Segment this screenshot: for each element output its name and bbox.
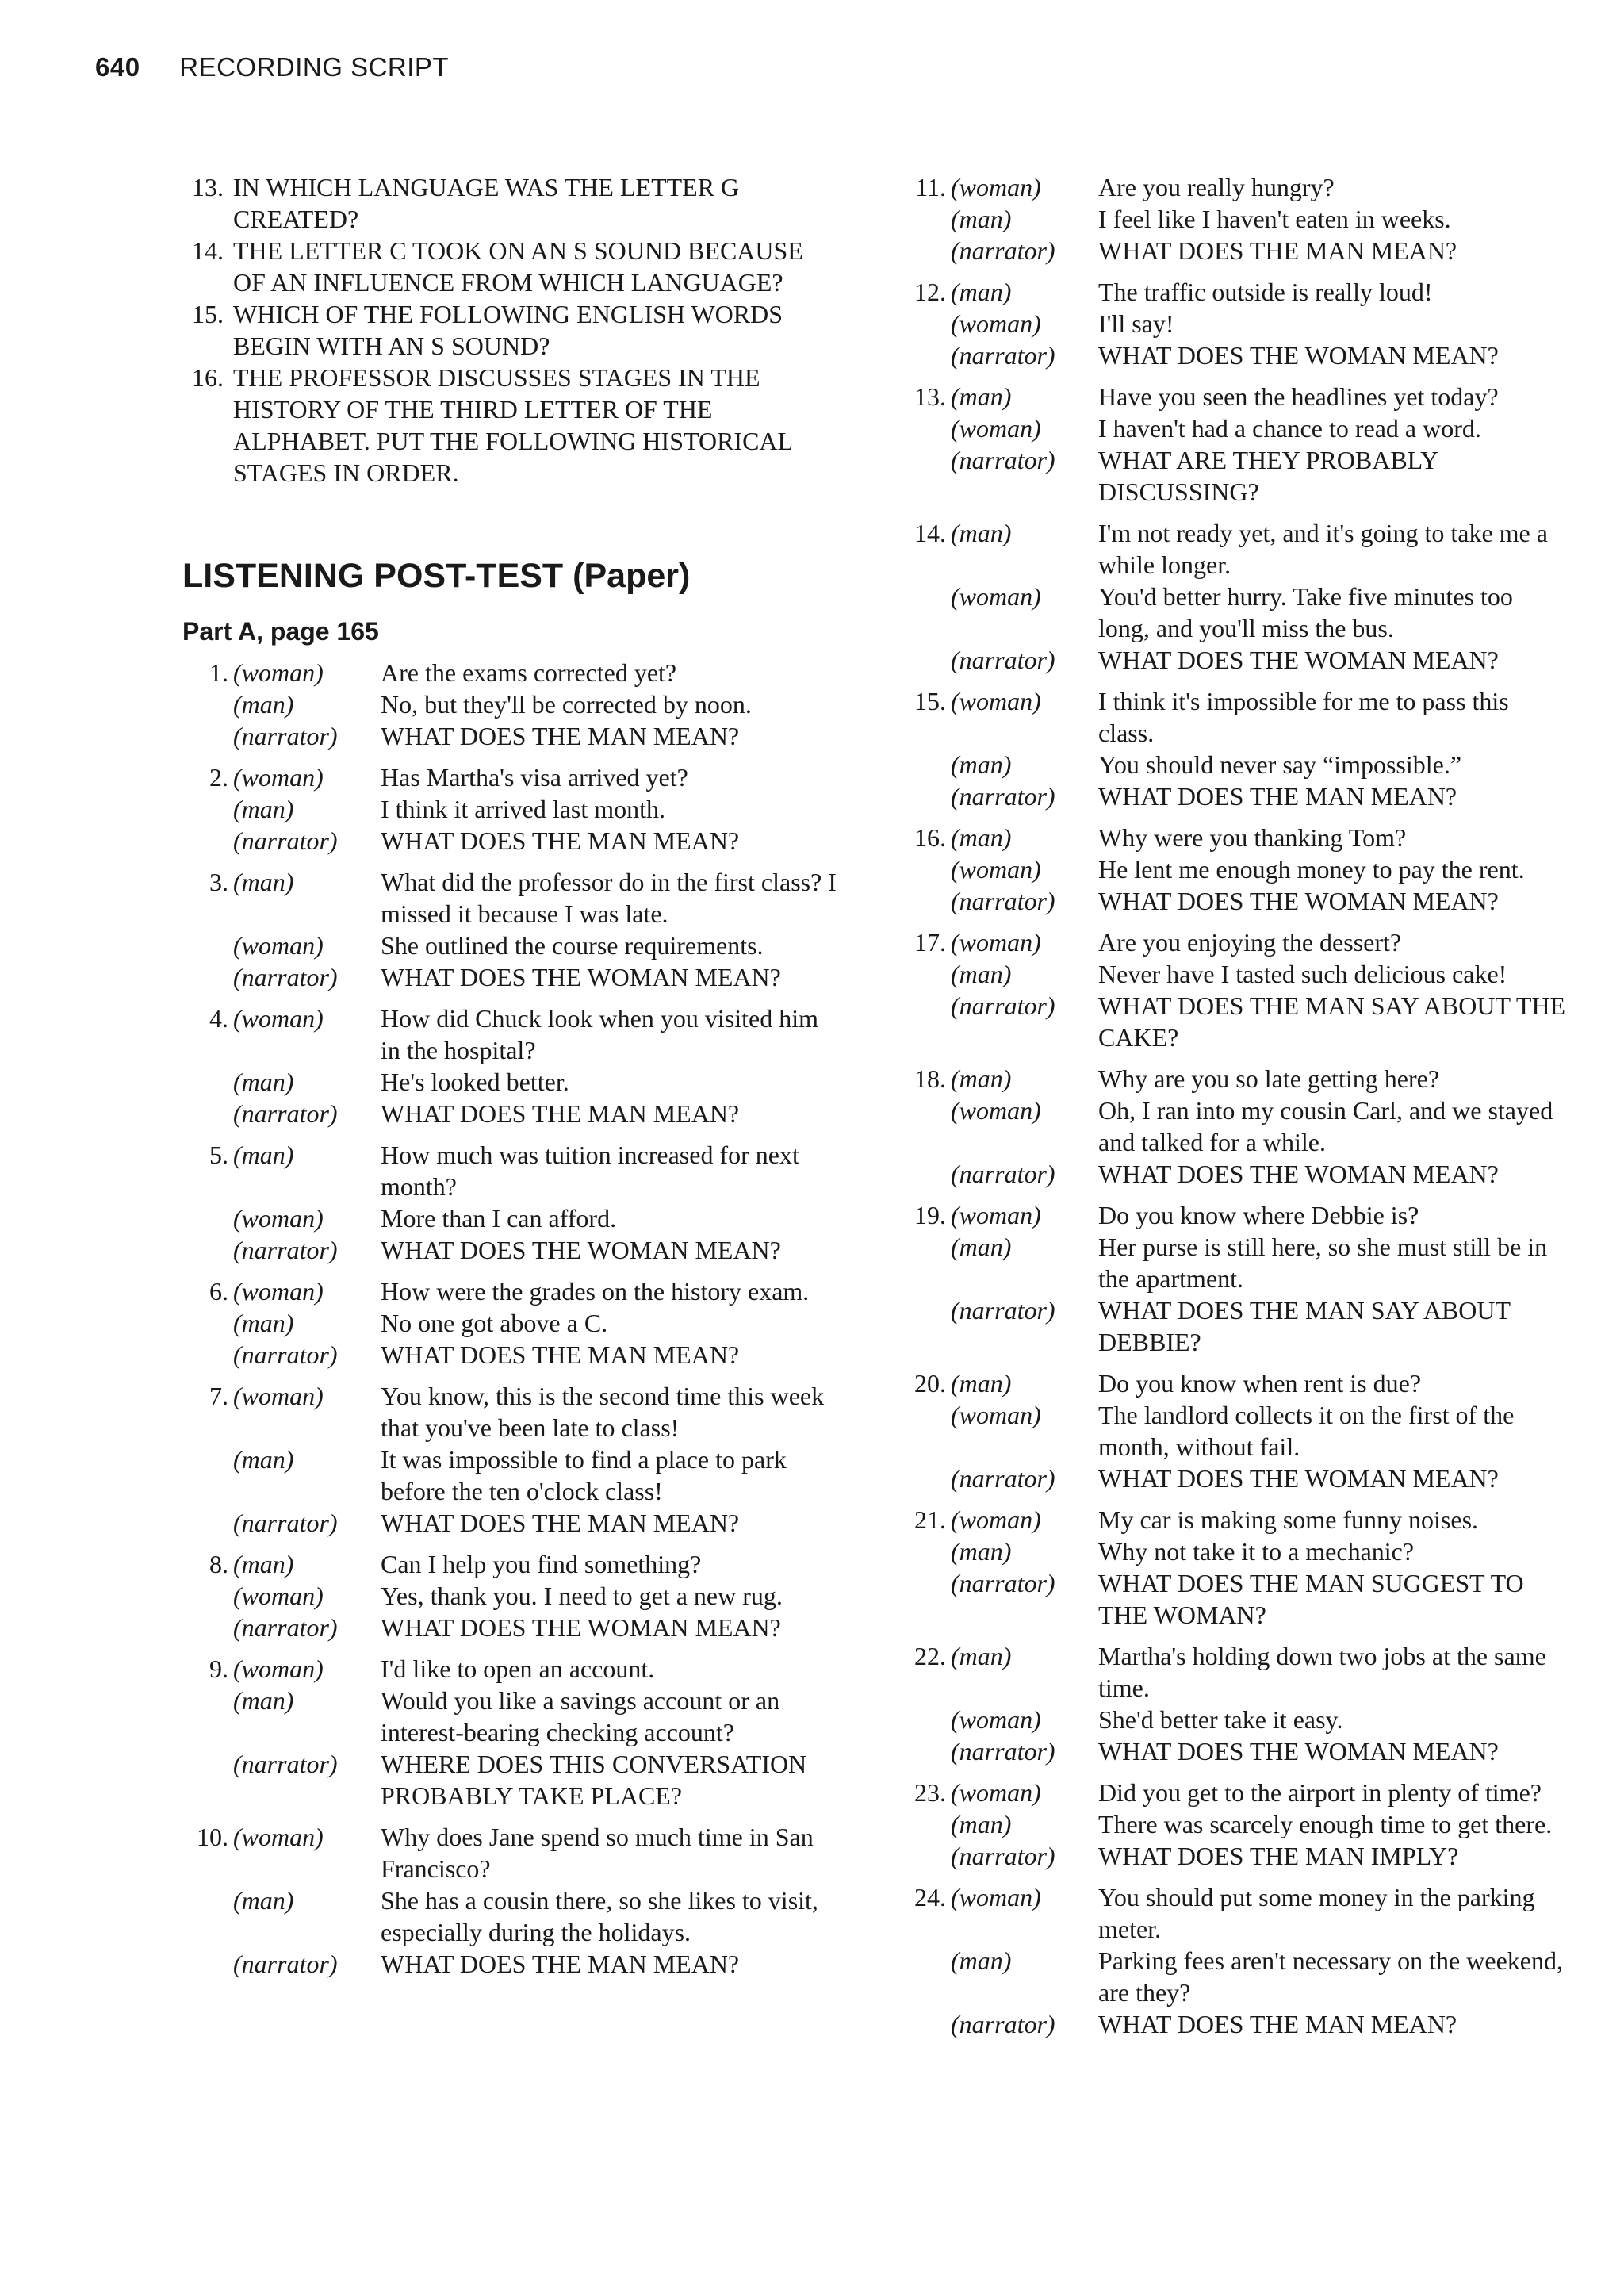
transcript-item	[900, 1504, 1566, 1631]
item-number-spacer	[182, 1444, 233, 1507]
dialogue-text: WHERE DOES THIS CONVERSATION PROBABLY TAKE PLACE?	[381, 1750, 807, 1810]
speaker-label: (man)	[951, 960, 1012, 988]
speaker-label: (man)	[233, 1686, 294, 1715]
speaker-label: (narrator)	[233, 722, 338, 750]
item-number-spacer	[182, 930, 233, 961]
dialogue-text: Have you seen the headlines yet today?	[1098, 382, 1499, 411]
item-number-spacer	[900, 308, 951, 339]
dialogue-text: More than I can afford.	[381, 1204, 617, 1233]
speaker-label: (woman)	[951, 687, 1041, 715]
dialogue-text: WHAT DOES THE MAN SAY ABOUT DEBBIE?	[1098, 1296, 1511, 1356]
item-number: 23.	[914, 1778, 946, 1807]
dialogue-text: She outlined the course requirements.	[381, 931, 764, 960]
speaker-label: (man)	[951, 278, 1012, 306]
item-number-spacer	[900, 2008, 951, 2040]
dialogue-text: No one got above a C.	[381, 1309, 608, 1337]
dialogue-text: WHAT DOES THE MAN MEAN?	[381, 1509, 740, 1537]
dialogue-text: WHAT DOES THE WOMAN MEAN?	[381, 1613, 781, 1642]
speaker-label: (woman)	[233, 1382, 324, 1410]
transcript-item	[900, 1881, 1566, 2040]
dialogue-text: WHAT DOES THE MAN MEAN?	[1098, 2010, 1457, 2038]
item-number-spacer	[900, 644, 951, 676]
item-number: 5.	[209, 1141, 228, 1169]
transcript-item	[900, 1199, 1566, 1358]
speaker-label: (woman)	[233, 931, 324, 960]
item-number-spacer	[900, 780, 951, 812]
dialogue-text: Can I help you find something?	[381, 1550, 702, 1578]
item-number-spacer	[182, 1307, 233, 1339]
speaker-label: (woman)	[233, 763, 324, 792]
speaker-label: (woman)	[951, 928, 1041, 957]
speaker-label: (man)	[951, 1064, 1012, 1093]
item-number-spacer	[182, 825, 233, 857]
transcript-item	[900, 685, 1566, 812]
item-number: 7.	[209, 1382, 228, 1410]
item-number-spacer	[182, 1748, 233, 1812]
speaker-label: (woman)	[951, 1201, 1041, 1229]
dialogue-text: I think it's impossible for me to pass this class.	[1098, 687, 1509, 747]
item-number-spacer	[182, 1202, 233, 1234]
item-number-spacer	[900, 339, 951, 371]
speaker-label: (man)	[233, 1141, 294, 1169]
dialogue-text: Why are you so late getting here?	[1098, 1064, 1440, 1093]
item-number-spacer	[182, 720, 233, 752]
dialogue-text: The traffic outside is really loud!	[1098, 278, 1433, 306]
section-title: LISTENING POST-TEST (Paper)	[182, 557, 691, 595]
speaker-label: (man)	[951, 1642, 1012, 1670]
dialogue-text: Why not take it to a mechanic?	[1098, 1537, 1415, 1566]
item-number-spacer	[900, 958, 951, 990]
speaker-label: (man)	[951, 519, 1012, 547]
speaker-label: (narrator)	[951, 1296, 1055, 1325]
dialogue-text: Yes, thank you. I need to get a new rug.	[381, 1582, 783, 1610]
speaker-label: (woman)	[233, 658, 324, 687]
dialogue-text: WHAT DOES THE MAN MEAN?	[1098, 236, 1457, 265]
item-number-spacer	[900, 1231, 951, 1294]
item-number: 4.	[209, 1004, 228, 1033]
item-number: 19.	[914, 1201, 946, 1229]
transcript-item	[900, 822, 1566, 917]
speaker-label: (narrator)	[233, 963, 338, 991]
left-transcript-list	[182, 657, 841, 1980]
item-number-spacer	[182, 793, 233, 825]
item-number-spacer	[900, 412, 951, 444]
dialogue-text: You'd better hurry. Take five minutes too long, and you'll miss the bus.	[1098, 582, 1513, 642]
transcript-item	[182, 657, 841, 752]
dialogue-text: WHAT DOES THE WOMAN MEAN?	[381, 1236, 781, 1264]
transcript-item	[900, 1063, 1566, 1190]
item-number-spacer	[900, 853, 951, 885]
item-number-spacer	[900, 749, 951, 780]
dialogue-text: What did the professor do in the first class? I missed it because I was late.	[381, 868, 837, 928]
intro-question: 13. IN WHICH LANGUAGE WAS THE LETTER G CREATED?	[192, 173, 740, 233]
item-number: 12.	[914, 278, 946, 306]
item-number: 24.	[914, 1883, 946, 1911]
speaker-label: (man)	[951, 1537, 1012, 1566]
dialogue-text: You should put some money in the parking meter.	[1098, 1883, 1535, 1943]
item-number: 2.	[209, 763, 228, 792]
dialogue-text: How much was tuition increased for next month?	[381, 1141, 799, 1201]
item-number-spacer	[182, 1612, 233, 1643]
transcript-item	[182, 1548, 841, 1643]
dialogue-text: WHAT DOES THE MAN MEAN?	[381, 826, 740, 855]
dialogue-text: WHAT DOES THE MAN MEAN?	[381, 1099, 740, 1128]
speaker-label: (narrator)	[951, 1569, 1055, 1597]
speaker-label: (woman)	[951, 1096, 1041, 1125]
speaker-label: (narrator)	[951, 446, 1055, 474]
dialogue-text: WHAT DOES THE WOMAN MEAN?	[1098, 646, 1499, 674]
item-number: 16.	[914, 823, 946, 852]
dialogue-text: Never have I tasted such delicious cake!	[1098, 960, 1507, 988]
dialogue-text: WHAT DOES THE WOMAN MEAN?	[381, 963, 781, 991]
part-title: Part A, page 165	[182, 617, 379, 646]
running-title: RECORDING SCRIPT	[179, 52, 450, 82]
item-number-spacer	[182, 1098, 233, 1129]
dialogue-text: WHAT DOES THE MAN MEAN?	[381, 1340, 740, 1369]
dialogue-text: Are you really hungry?	[1098, 173, 1335, 201]
dialogue-text: He's looked better.	[381, 1068, 569, 1096]
page-number: 640	[95, 52, 140, 82]
transcript-item	[900, 381, 1566, 508]
transcript-item	[182, 866, 841, 993]
dialogue-text: I feel like I haven't eaten in weeks.	[1098, 205, 1451, 233]
dialogue-text: WHAT DOES THE WOMAN MEAN?	[1098, 1160, 1499, 1188]
speaker-label: (man)	[951, 205, 1012, 233]
speaker-label: (woman)	[951, 1705, 1041, 1734]
intro-question-list	[182, 171, 841, 489]
item-number: 20.	[914, 1369, 946, 1398]
dialogue-text: WHAT DOES THE WOMAN MEAN?	[1098, 1737, 1499, 1766]
item-number-spacer	[182, 1948, 233, 1980]
dialogue-text: Parking fees aren't necessary on the weekend, are they?	[1098, 1946, 1563, 2007]
speaker-label: (woman)	[951, 582, 1041, 611]
item-number-spacer	[900, 1399, 951, 1463]
transcript-item	[182, 1821, 841, 1980]
item-number-spacer	[900, 1945, 951, 2008]
speaker-label: (woman)	[951, 1883, 1041, 1911]
item-number-spacer	[900, 1808, 951, 1840]
speaker-label: (narrator)	[951, 887, 1055, 915]
page-header	[95, 52, 449, 82]
dialogue-text: Her purse is still here, so she must still be in the apartment.	[1098, 1233, 1548, 1293]
speaker-label: (man)	[233, 1886, 294, 1915]
speaker-label: (narrator)	[951, 991, 1055, 1020]
item-number: 14.	[914, 519, 946, 547]
item-number: 15.	[914, 687, 946, 715]
speaker-label: (man)	[233, 1445, 294, 1474]
dialogue-text: Are you enjoying the dessert?	[1098, 928, 1402, 957]
dialogue-text: The landlord collects it on the first of the month, without fail.	[1098, 1401, 1515, 1461]
speaker-label: (man)	[951, 1369, 1012, 1398]
item-number-spacer	[182, 1066, 233, 1098]
item-number-spacer	[900, 1840, 951, 1872]
transcript-item	[900, 1640, 1566, 1767]
speaker-label: (narrator)	[951, 1160, 1055, 1188]
item-number-spacer	[900, 1463, 951, 1494]
item-number-spacer	[900, 1095, 951, 1158]
dialogue-text: How were the grades on the history exam.	[381, 1277, 810, 1306]
speaker-label: (narrator)	[951, 236, 1055, 265]
dialogue-text: WHAT DOES THE WOMAN MEAN?	[1098, 1464, 1499, 1493]
item-number-spacer	[182, 1685, 233, 1748]
item-number-spacer	[900, 1158, 951, 1190]
transcript-item	[182, 761, 841, 857]
item-number-spacer	[182, 1580, 233, 1612]
item-number: 8.	[209, 1550, 228, 1578]
dialogue-text: I haven't had a chance to read a word.	[1098, 414, 1481, 443]
dialogue-text: Oh, I ran into my cousin Carl, and we stayed and talked for a while.	[1098, 1096, 1553, 1156]
item-number-spacer	[900, 581, 951, 644]
speaker-label: (man)	[951, 750, 1012, 779]
dialogue-text: It was impossible to find a place to park before the ten o'clock class!	[381, 1445, 787, 1505]
speaker-label: (man)	[233, 795, 294, 823]
speaker-label: (narrator)	[233, 1236, 338, 1264]
speaker-label: (narrator)	[951, 341, 1055, 370]
dialogue-text: WHAT DOES THE MAN MEAN?	[1098, 782, 1457, 811]
dialogue-text: I'm not ready yet, and it's going to take me a while longer.	[1098, 519, 1548, 579]
dialogue-text: WHAT ARE THEY PROBABLY DISCUSSING?	[1098, 446, 1438, 506]
item-number-spacer	[900, 1704, 951, 1735]
item-number-spacer	[182, 1234, 233, 1266]
speaker-label: (woman)	[951, 1778, 1041, 1807]
item-number: 18.	[914, 1064, 946, 1093]
dialogue-text: WHAT DOES THE MAN SUGGEST TO THE WOMAN?	[1098, 1569, 1524, 1629]
transcript-item	[900, 517, 1566, 676]
dialogue-text: Do you know where Debbie is?	[1098, 1201, 1419, 1229]
speaker-label: (man)	[233, 868, 294, 896]
speaker-label: (narrator)	[233, 1750, 338, 1778]
dialogue-text: No, but they'll be corrected by noon.	[381, 690, 752, 719]
speaker-label: (woman)	[951, 855, 1041, 884]
item-number-spacer	[900, 235, 951, 266]
transcript-item	[900, 276, 1566, 371]
right-transcript-list	[900, 171, 1566, 2040]
transcript-item	[182, 1139, 841, 1266]
item-number: 10.	[197, 1823, 228, 1851]
transcript-item	[900, 926, 1566, 1053]
speaker-label: (man)	[951, 1233, 1012, 1261]
dialogue-text: You should never say “impossible.”	[1098, 750, 1462, 779]
dialogue-text: My car is making some funny noises.	[1098, 1505, 1479, 1534]
speaker-label: (woman)	[951, 1401, 1041, 1429]
item-number-spacer	[900, 1735, 951, 1767]
dialogue-text: Why were you thanking Tom?	[1098, 823, 1407, 852]
left-column	[182, 171, 841, 1989]
dialogue-text: She'd better take it easy.	[1098, 1705, 1343, 1734]
speaker-label: (woman)	[233, 1582, 324, 1610]
item-number: 17.	[914, 928, 946, 957]
item-number-spacer	[900, 885, 951, 917]
item-number: 13.	[914, 382, 946, 411]
dialogue-text: Do you know when rent is due?	[1098, 1369, 1422, 1398]
item-number: 9.	[209, 1654, 228, 1683]
speaker-label: (narrator)	[951, 2010, 1055, 2038]
dialogue-text: Martha's holding down two jobs at the same time.	[1098, 1642, 1546, 1702]
dialogue-text: I think it arrived last month.	[381, 795, 666, 823]
speaker-label: (narrator)	[233, 826, 338, 855]
dialogue-text: He lent me enough money to pay the rent.	[1098, 855, 1525, 884]
speaker-label: (narrator)	[951, 646, 1055, 674]
dialogue-text: Did you get to the airport in plenty of time?	[1098, 1778, 1542, 1807]
item-number: 21.	[914, 1505, 946, 1534]
item-number: 11.	[915, 173, 946, 201]
transcript-item	[182, 1003, 841, 1129]
speaker-label: (narrator)	[951, 782, 1055, 811]
speaker-label: (narrator)	[233, 1613, 338, 1642]
item-number-spacer	[900, 1567, 951, 1631]
speaker-label: (woman)	[951, 414, 1041, 443]
speaker-label: (woman)	[951, 1505, 1041, 1534]
speaker-label: (narrator)	[233, 1950, 338, 1978]
item-number: 3.	[209, 868, 228, 896]
item-number-spacer	[900, 444, 951, 508]
speaker-label: (man)	[951, 823, 1012, 852]
speaker-label: (man)	[233, 1550, 294, 1578]
speaker-label: (narrator)	[233, 1340, 338, 1369]
transcript-item	[900, 1367, 1566, 1494]
transcript-item	[182, 1380, 841, 1539]
speaker-label: (man)	[233, 1309, 294, 1337]
item-number: 1.	[209, 658, 228, 687]
speaker-label: (narrator)	[951, 1464, 1055, 1493]
transcript-item	[900, 171, 1566, 266]
dialogue-text: How did Chuck look when you visited him in the hospital?	[381, 1004, 818, 1064]
speaker-label: (woman)	[233, 1654, 324, 1683]
speaker-label: (man)	[951, 382, 1012, 411]
speaker-label: (woman)	[233, 1204, 324, 1233]
item-number-spacer	[182, 1507, 233, 1539]
item-number-spacer	[900, 203, 951, 235]
speaker-label: (man)	[951, 1810, 1012, 1838]
item-number-spacer	[182, 1884, 233, 1948]
dialogue-text: I'll say!	[1098, 309, 1174, 338]
speaker-label: (man)	[951, 1946, 1012, 1975]
dialogue-text: WHAT DOES THE MAN MEAN?	[381, 1950, 740, 1978]
dialogue-text: Why does Jane spend so much time in San Francisco?	[381, 1823, 814, 1883]
item-number: 6.	[209, 1277, 228, 1306]
speaker-label: (woman)	[233, 1277, 324, 1306]
transcript-item	[182, 1653, 841, 1812]
dialogue-text: Has Martha's visa arrived yet?	[381, 763, 688, 792]
speaker-label: (man)	[233, 1068, 294, 1096]
speaker-label: (woman)	[233, 1004, 324, 1033]
intro-question: 16. THE PROFESSOR DISCUSSES STAGES IN THE HISTORY OF THE THIRD LETTER OF THE ALPHABET. PUT THE FOLLOWING HISTORICAL STAGES IN ORDER.	[192, 363, 792, 487]
right-column	[900, 171, 1566, 2049]
item-number-spacer	[182, 1339, 233, 1371]
dialogue-text: Would you like a savings account or an interest-bearing checking account?	[381, 1686, 780, 1746]
item-number-spacer	[900, 1536, 951, 1567]
dialogue-text: There was scarcely enough time to get there.	[1098, 1810, 1553, 1838]
dialogue-text: WHAT DOES THE MAN MEAN?	[381, 722, 740, 750]
intro-question: 15. WHICH OF THE FOLLOWING ENGLISH WORDS BEGIN WITH AN S SOUND?	[192, 300, 783, 360]
item-number: 22.	[914, 1642, 946, 1670]
speaker-label: (woman)	[233, 1823, 324, 1851]
dialogue-text: She has a cousin there, so she likes to visit, especially during the holidays.	[381, 1886, 818, 1946]
dialogue-text: WHAT DOES THE MAN SAY ABOUT THE CAKE?	[1098, 991, 1566, 1052]
item-number-spacer	[182, 688, 233, 720]
speaker-label: (narrator)	[951, 1842, 1055, 1870]
dialogue-text: WHAT DOES THE WOMAN MEAN?	[1098, 887, 1499, 915]
dialogue-text: WHAT DOES THE MAN IMPLY?	[1098, 1842, 1459, 1870]
speaker-label: (narrator)	[951, 1737, 1055, 1766]
item-number-spacer	[182, 961, 233, 993]
dialogue-text: You know, this is the second time this week that you've been late to class!	[381, 1382, 825, 1442]
speaker-label: (narrator)	[233, 1099, 338, 1128]
dialogue-text: I'd like to open an account.	[381, 1654, 655, 1683]
speaker-label: (woman)	[951, 309, 1041, 338]
item-number-spacer	[900, 990, 951, 1053]
transcript-item	[900, 1777, 1566, 1872]
item-number-spacer	[900, 1294, 951, 1358]
dialogue-text: Are the exams corrected yet?	[381, 658, 677, 687]
intro-question: 14. THE LETTER C TOOK ON AN S SOUND BECAUSE OF AN INFLUENCE FROM WHICH LANGUAGE?	[192, 236, 803, 297]
speaker-label: (woman)	[951, 173, 1041, 201]
speaker-label: (man)	[233, 690, 294, 719]
transcript-item	[182, 1275, 841, 1371]
dialogue-text: WHAT DOES THE WOMAN MEAN?	[1098, 341, 1499, 370]
speaker-label: (narrator)	[233, 1509, 338, 1537]
